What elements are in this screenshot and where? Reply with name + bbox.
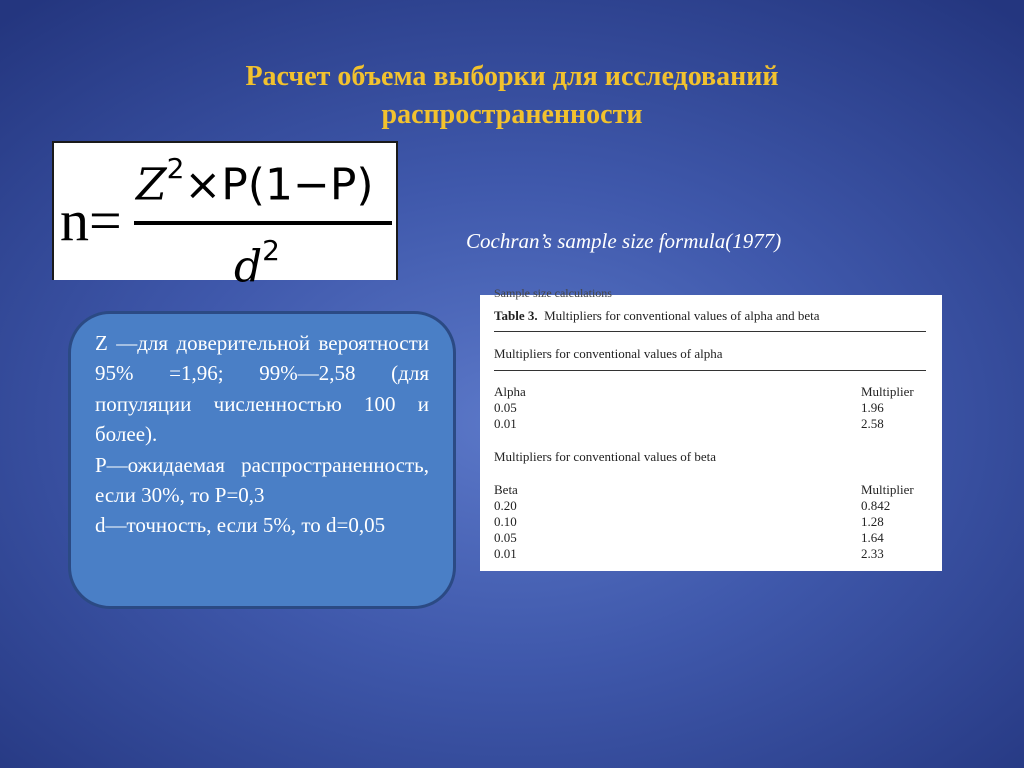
beta-row-multiplier: 1.28 [861, 514, 884, 529]
beta-row-value: 0.01 [494, 546, 517, 561]
formula-d-exponent: 2 [262, 234, 280, 267]
formula-lhs: n= [60, 188, 122, 253]
table-caption [494, 308, 820, 324]
beta-header-label: Beta [494, 482, 518, 497]
formula-numerator-rest: ×P(1−P) [184, 159, 374, 211]
slide-title [112, 58, 912, 134]
description-p: P—ожидаемая распространенность, если 30%, то P=0,3 [95, 452, 429, 508]
formula-z: Z [136, 159, 167, 211]
alpha-section-title: Multipliers for conventional values of alpha [494, 346, 723, 361]
table-rule [494, 370, 926, 371]
table-caption-text: Multipliers for conventional values of alpha and beta [544, 308, 820, 323]
beta-row-multiplier: 2.33 [861, 546, 884, 561]
alpha-row-value: 0.05 [494, 400, 517, 415]
description-box [68, 311, 456, 609]
beta-section-title: Multipliers for conventional values of beta [494, 449, 717, 464]
formula-fraction-bar [134, 221, 392, 225]
formula-image [52, 141, 398, 293]
beta-header-multiplier: Multiplier [861, 482, 914, 497]
beta-row-value: 0.05 [494, 530, 517, 545]
beta-row-multiplier: 0.842 [861, 498, 891, 513]
table-caption-label: Table 3. [494, 308, 538, 323]
cut-off-header: Sample size calculations [494, 286, 612, 300]
alpha-header-multiplier: Multiplier [861, 384, 914, 399]
title-line-1: Расчет объема выборки для исследований [245, 61, 779, 92]
beta-row-value: 0.20 [494, 498, 517, 513]
beta-row-value: 0.10 [494, 514, 517, 529]
multipliers-table-image [480, 286, 942, 571]
formula-d: d [234, 241, 263, 293]
table-rule [494, 331, 926, 332]
description-d: d—точность, если 5%, то d=0,05 [95, 513, 386, 538]
alpha-row-value: 0.01 [494, 416, 517, 431]
beta-row-multiplier: 1.64 [861, 530, 884, 545]
formula-caption: Cochran’s sample size formula(1977) [466, 229, 782, 253]
formula-denominator [234, 231, 280, 294]
formula-numerator [136, 149, 374, 212]
formula-z-exponent: 2 [166, 152, 185, 185]
description-z: Z —для доверительной вероятности 95% =1,96; 99%—2,58 (для популяции численностью 100 и более). [95, 331, 429, 447]
alpha-row-multiplier: 2.58 [861, 416, 884, 431]
alpha-header-label: Alpha [494, 384, 526, 399]
title-line-2: распространенности [381, 99, 643, 130]
alpha-row-multiplier: 1.96 [861, 400, 884, 415]
